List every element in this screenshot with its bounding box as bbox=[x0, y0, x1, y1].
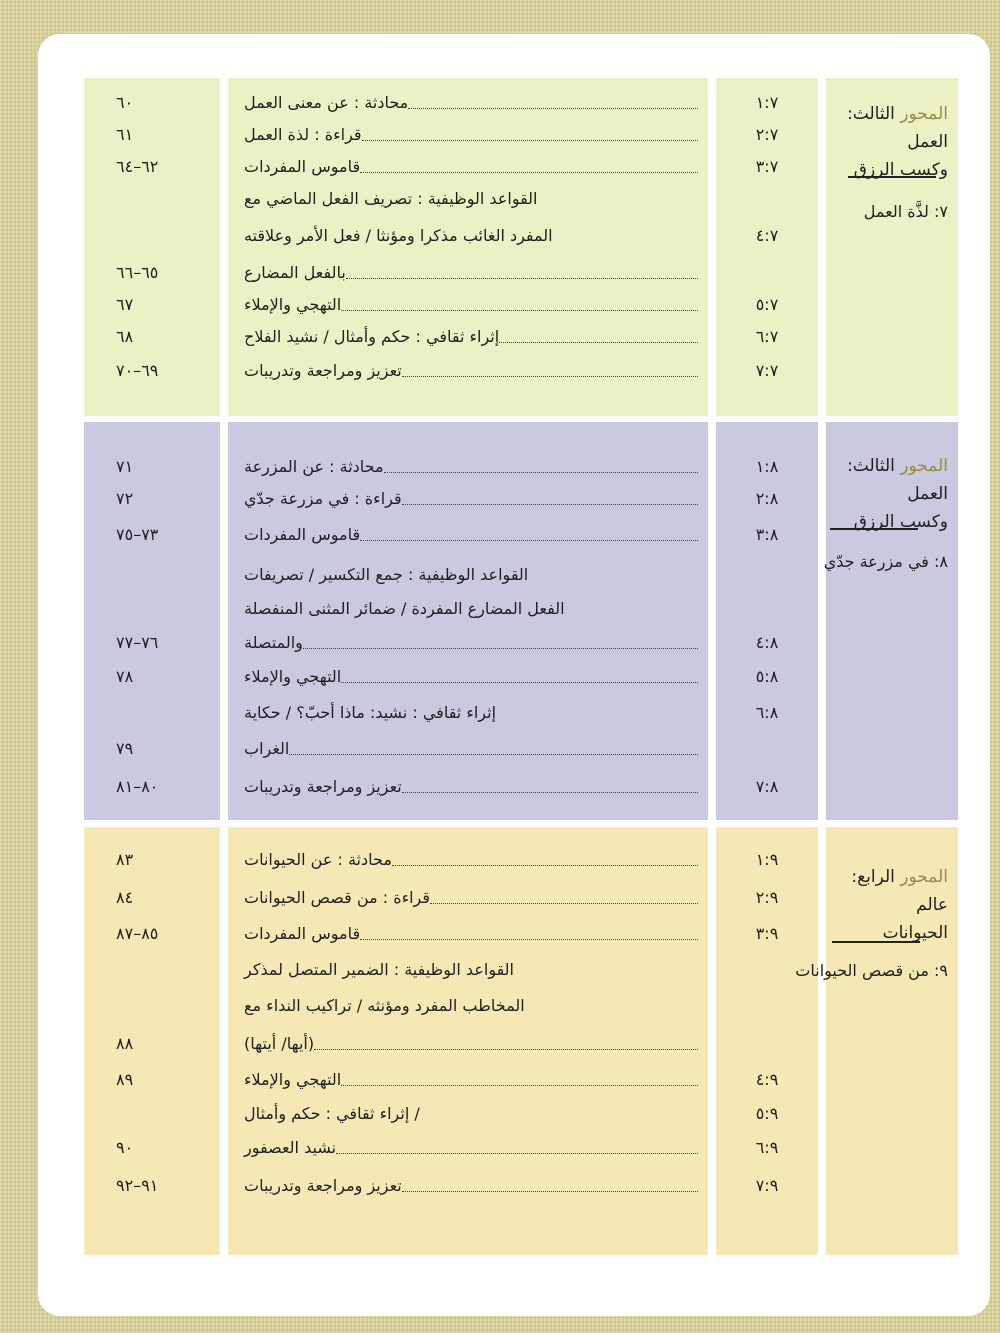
dot-leader bbox=[303, 648, 698, 649]
axis-heading bbox=[832, 100, 948, 184]
toc-entry[interactable] bbox=[238, 221, 698, 251]
lesson-code: ٧:٩ bbox=[755, 1176, 779, 1195]
toc-entry-title: قاموس المفردات bbox=[244, 924, 361, 943]
toc-entry[interactable] bbox=[238, 955, 698, 985]
toc-entry-title: قراءة : من قصص الحيوانات bbox=[244, 888, 431, 907]
unit-divider bbox=[830, 528, 918, 530]
page-column bbox=[84, 827, 220, 1255]
page-number: ٧٨ bbox=[116, 667, 134, 686]
toc-entry[interactable] bbox=[238, 184, 698, 214]
toc-entry[interactable] bbox=[238, 152, 698, 182]
toc-entry[interactable] bbox=[238, 845, 698, 875]
lesson-code: ٧:٨ bbox=[755, 777, 779, 796]
page-number: ٦٧ bbox=[116, 295, 134, 314]
unit-section bbox=[84, 422, 958, 820]
toc-entry[interactable] bbox=[238, 322, 698, 352]
dot-leader bbox=[341, 310, 698, 311]
dot-leader bbox=[384, 472, 698, 473]
toc-entry[interactable] bbox=[238, 258, 698, 288]
axis-title-line1: الثالث: العمل bbox=[847, 456, 948, 504]
toc-entry[interactable] bbox=[238, 1171, 698, 1201]
toc-entry-title: محادثة : عن الحيوانات bbox=[244, 850, 392, 869]
page-number: ٧١ bbox=[116, 457, 134, 476]
toc-entry-title: تعزيز ومراجعة وتدريبات bbox=[244, 1176, 402, 1195]
page-number: ٨٥–٨٧ bbox=[116, 924, 159, 943]
page-number: ٨٩ bbox=[116, 1070, 134, 1089]
toc-entry-title: المخاطب المفرد ومؤنثه / تراكيب النداء مع bbox=[244, 996, 525, 1015]
toc-entry-title: الغراب bbox=[244, 739, 290, 758]
page-number: ٧٦–٧٧ bbox=[116, 633, 159, 652]
toc-entry-title: إثراء ثقافي : حكم وأمثال / نشيد الفلاح bbox=[244, 327, 500, 346]
lesson-code: ٣:٨ bbox=[755, 525, 779, 544]
dot-leader bbox=[402, 1191, 698, 1192]
dot-leader bbox=[341, 1085, 698, 1086]
toc-entry[interactable] bbox=[238, 120, 698, 150]
toc-entry-title: التهجي والإملاء bbox=[244, 1070, 342, 1089]
axis-heading bbox=[832, 452, 948, 536]
lesson-code: ٢:٨ bbox=[755, 489, 779, 508]
toc-entry[interactable] bbox=[238, 560, 698, 590]
dot-leader bbox=[430, 903, 698, 904]
dot-leader bbox=[362, 140, 698, 141]
lesson-code: ٥:٧ bbox=[755, 295, 779, 314]
toc-entry[interactable] bbox=[238, 1133, 698, 1163]
unit-title: ٧: لذَّة العمل bbox=[863, 202, 948, 221]
toc-entry[interactable] bbox=[238, 452, 698, 482]
dot-leader bbox=[402, 792, 698, 793]
lesson-code: ٤:٩ bbox=[755, 1070, 779, 1089]
lesson-code: ٤:٨ bbox=[755, 633, 779, 652]
toc-entry-title: إثراء ثقافي : حكم وأمثال / bbox=[244, 1104, 420, 1123]
toc-entry-title: قراءة : في مزرعة جدّي bbox=[244, 489, 402, 508]
axis-prefix: المحور bbox=[900, 104, 948, 124]
toc-entry-title: (أيها/ أيتها) bbox=[244, 1034, 315, 1053]
unit-column bbox=[795, 827, 958, 1255]
page-number: ٦٩–٧٠ bbox=[116, 361, 159, 380]
axis-prefix: المحور bbox=[900, 867, 948, 887]
page-number: ٩٠ bbox=[116, 1138, 134, 1157]
toc-entry[interactable] bbox=[238, 484, 698, 514]
lesson-code: ٣:٩ bbox=[755, 924, 779, 943]
lesson-code: ٣:٧ bbox=[755, 157, 779, 176]
dot-leader bbox=[402, 504, 698, 505]
dot-leader bbox=[360, 540, 698, 541]
lesson-code: ١:٧ bbox=[755, 93, 779, 112]
toc-entry-title: تعزيز ومراجعة وتدريبات bbox=[244, 361, 402, 380]
page-column bbox=[84, 422, 220, 820]
axis-prefix: المحور bbox=[900, 456, 948, 476]
dot-leader bbox=[289, 754, 698, 755]
page-number: ٦٨ bbox=[116, 327, 134, 346]
toc-entry[interactable] bbox=[238, 772, 698, 802]
toc-entry-title: نشيد العصفور bbox=[244, 1138, 337, 1157]
toc-entry[interactable] bbox=[238, 1099, 698, 1129]
toc-entry-title: إثراء ثقافي : نشيد: ماذا أحبّ؟ / حكاية bbox=[244, 703, 497, 722]
code-column bbox=[716, 78, 818, 416]
unit-title: ٨: في مزرعة جدّي bbox=[823, 552, 948, 571]
toc-entry-title: محادثة : عن معنى العمل bbox=[244, 93, 409, 112]
toc-entry[interactable] bbox=[238, 991, 698, 1021]
dot-leader bbox=[408, 108, 698, 109]
toc-entry[interactable] bbox=[238, 734, 698, 764]
toc-entry[interactable] bbox=[238, 698, 698, 728]
code-column bbox=[716, 827, 818, 1255]
page-column bbox=[84, 78, 220, 416]
toc-entry-title: والمتصلة bbox=[244, 633, 303, 652]
toc-entry-title: قراءة : لذة العمل bbox=[244, 125, 362, 144]
toc-entry-title: التهجي والإملاء bbox=[244, 295, 342, 314]
lesson-code: ٦:٨ bbox=[755, 703, 779, 722]
toc-entry[interactable] bbox=[238, 628, 698, 658]
axis-title-line1: الرابع: عالم bbox=[851, 867, 948, 915]
toc-entry[interactable] bbox=[238, 88, 698, 118]
page-number: ٦٠ bbox=[116, 93, 134, 112]
toc-entry[interactable] bbox=[238, 662, 698, 692]
page-number: ٧٩ bbox=[116, 739, 134, 758]
toc-entry-title: التهجي والإملاء bbox=[244, 667, 342, 686]
axis-title-line2: وكسب الرزق bbox=[853, 512, 948, 532]
page-number: ٩١–٩٢ bbox=[116, 1176, 159, 1195]
toc-entry-title: قاموس المفردات bbox=[244, 525, 361, 544]
toc-entry-title: تعزيز ومراجعة وتدريبات bbox=[244, 777, 402, 796]
lesson-code: ٢:٩ bbox=[755, 888, 779, 907]
axis-title-line2: وكسب الرزق bbox=[853, 160, 948, 180]
title-column bbox=[228, 78, 708, 416]
axis-title-line2: الحيوانات bbox=[882, 923, 948, 943]
toc-entry-title: القواعد الوظيفية : الضمير المتصل لمذكر bbox=[244, 960, 514, 979]
page-number: ٧٣–٧٥ bbox=[116, 525, 159, 544]
lesson-code: ٧:٧ bbox=[755, 361, 779, 380]
lesson-code: ٥:٩ bbox=[755, 1104, 779, 1123]
unit-title: ٩: من قصص الحيوانات bbox=[795, 961, 948, 980]
toc-entry-title: القواعد الوظيفية : جمع التكسير / تصريفات bbox=[244, 565, 529, 584]
dot-leader bbox=[341, 682, 698, 683]
toc-entry[interactable] bbox=[238, 1065, 698, 1095]
dot-leader bbox=[360, 172, 698, 173]
dot-leader bbox=[360, 939, 698, 940]
lesson-code: ٦:٧ bbox=[755, 327, 779, 346]
toc-entry[interactable] bbox=[238, 1029, 698, 1059]
toc-entry-title: المفرد الغائب مذكرا ومؤنثا / فعل الأمر وعلاقته bbox=[244, 226, 553, 245]
code-column bbox=[716, 422, 818, 820]
dot-leader bbox=[346, 278, 698, 279]
lesson-code: ٦:٩ bbox=[755, 1138, 779, 1157]
lesson-code: ٥:٨ bbox=[755, 667, 779, 686]
unit-divider bbox=[848, 176, 936, 178]
unit-divider bbox=[832, 941, 920, 943]
toc-entry-title: قاموس المفردات bbox=[244, 157, 361, 176]
page-number: ٦١ bbox=[116, 125, 134, 144]
page-number: ٦٥–٦٦ bbox=[116, 263, 159, 282]
lesson-code: ٤:٧ bbox=[755, 226, 779, 245]
axis-heading bbox=[832, 863, 948, 947]
dot-leader bbox=[336, 1153, 698, 1154]
unit-column bbox=[823, 422, 958, 820]
toc-entry[interactable] bbox=[238, 594, 698, 624]
unit-section bbox=[84, 827, 958, 1255]
toc-entry[interactable] bbox=[238, 290, 698, 320]
toc-entry[interactable] bbox=[238, 883, 698, 913]
dot-leader bbox=[402, 376, 698, 377]
page-number: ٨٨ bbox=[116, 1034, 134, 1053]
toc-entry-title: محادثة : عن المزرعة bbox=[244, 457, 384, 476]
title-column bbox=[228, 422, 708, 820]
page-number: ٨٤ bbox=[116, 888, 134, 907]
toc-entry-title: القواعد الوظيفية : تصريف الفعل الماضي مع bbox=[244, 189, 538, 208]
unit-section bbox=[84, 78, 958, 416]
page-number: ٦٢–٦٤ bbox=[116, 157, 159, 176]
toc-entry-title: بالفعل المضارع bbox=[244, 263, 346, 282]
dot-leader bbox=[314, 1049, 698, 1050]
dot-leader bbox=[392, 865, 698, 866]
unit-column bbox=[826, 78, 958, 416]
toc-entry-title: الفعل المضارع المفردة / ضمائر المثنى المنفصلة bbox=[244, 599, 565, 618]
page-number: ٨٣ bbox=[116, 850, 134, 869]
lesson-code: ٢:٧ bbox=[755, 125, 779, 144]
axis-title-line1: الثالث: العمل bbox=[847, 104, 948, 152]
toc-entry[interactable] bbox=[238, 919, 698, 949]
lesson-code: ١:٨ bbox=[755, 457, 779, 476]
toc-entry[interactable] bbox=[238, 356, 698, 386]
title-column bbox=[228, 827, 708, 1255]
page-number: ٨٠–٨١ bbox=[116, 777, 159, 796]
dot-leader bbox=[499, 342, 698, 343]
lesson-code: ١:٩ bbox=[755, 850, 779, 869]
toc-entry[interactable] bbox=[238, 520, 698, 550]
page-number: ٧٢ bbox=[116, 489, 134, 508]
